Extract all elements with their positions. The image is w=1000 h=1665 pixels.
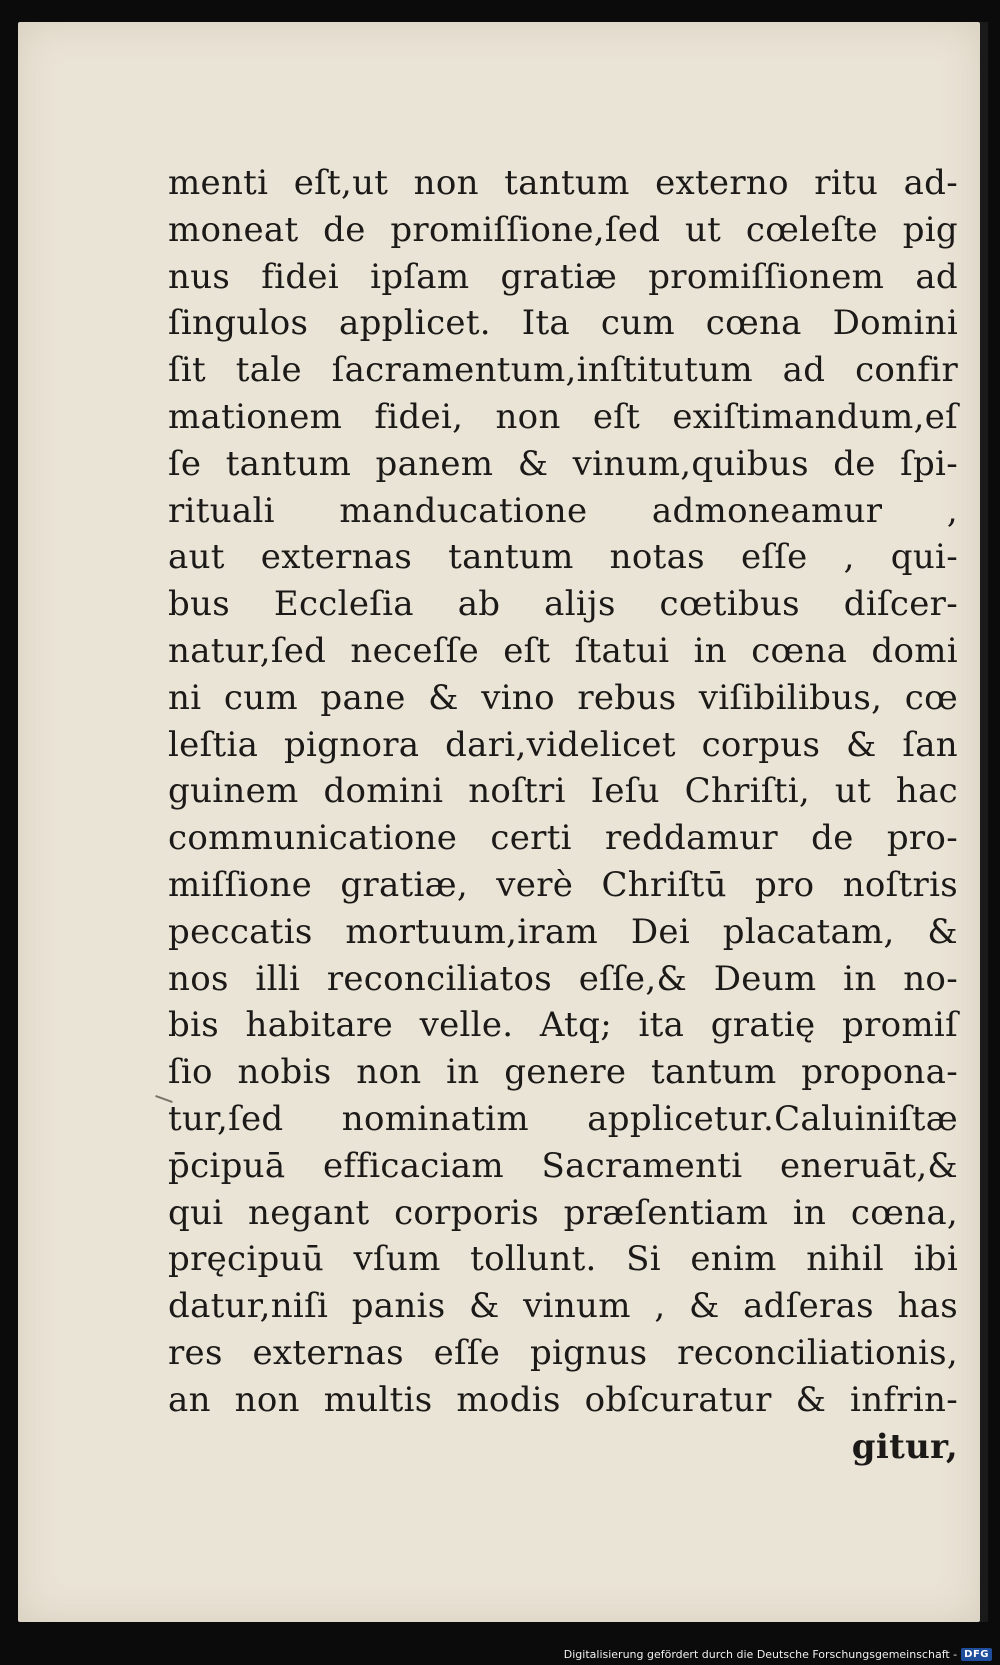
text-line: rituali manducatione admoneamur , (168, 490, 958, 531)
text-line: p̄cipuā efficaciam Sacramenti eneruāt,& (168, 1145, 958, 1186)
digitization-credit (564, 1648, 992, 1661)
text-line: communicatione certi reddamur de pro- (168, 818, 958, 859)
text-line: an non multis modis obſcuratur & infrin- (168, 1379, 958, 1420)
text-line: nus fidei ipſam gratiæ promiſſionem ad (168, 256, 958, 297)
catchword: gitur, (851, 1426, 958, 1467)
text-line: menti eſt,ut non tantum externo ritu ad- (168, 163, 958, 203)
text-line: peccatis mortuum,iram Dei placatam, & (168, 911, 958, 952)
text-line: bis habitare velle. Atq; ita gratię promiſ (168, 1005, 958, 1046)
text-line: leſtia pignora dari,videlicet corpus & ſan (168, 724, 958, 765)
text-line: natur,ſed neceſſe eſt ſtatui in cœna domi (168, 630, 958, 671)
text-line: bus Eccleſia ab alijs cœtibus diſcer- (168, 584, 958, 625)
page-text-block (168, 160, 958, 1470)
credit-text: Digitalisierung gefördert durch die Deutsche Forschungsgemeinschaft - (563, 1648, 958, 1661)
text-line: pręcipuū vſum tollunt. Si enim nihil ibi (168, 1239, 958, 1280)
text-line: res externas eſſe pignus reconciliationis, (168, 1332, 958, 1373)
text-line: guinem domini noſtri Ieſu Chriſti, ut hac (168, 771, 958, 812)
text-line: datur,niſi panis & vinum , & adſeras has (168, 1286, 958, 1327)
text-line: miſſione gratiæ, verè Chriſtū pro noſtris (168, 864, 958, 905)
text-line: ſe tantum panem & vinum,quibus de ſpi- (168, 443, 958, 484)
text-line: mationem fidei, non eſt exiſtimandum,eſ (168, 396, 958, 437)
text-line: aut externas tantum notas eſſe , qui- (168, 537, 958, 578)
page-edge (980, 22, 988, 1622)
text-line: ſio nobis non in genere tantum propona- (168, 1052, 958, 1093)
text-line: ſit tale ſacramentum,inſtitutum ad confir (168, 350, 958, 391)
dfg-logo: DFG (961, 1648, 992, 1661)
text-line: moneat de promiſſione,ſed ut cœleſte pig (168, 209, 958, 250)
text-line: nos illi reconciliatos eſſe,& Deum in no- (168, 958, 958, 999)
text-line: qui negant corporis præſentiam in cœna, (168, 1192, 958, 1233)
text-line: ni cum pane & vino rebus viſibilibus, cœ (168, 677, 958, 718)
text-line: ſingulos applicet. Ita cum cœna Domini (168, 303, 958, 344)
text-line: tur,ſed nominatim applicetur.Caluiniſtæ (168, 1098, 958, 1139)
